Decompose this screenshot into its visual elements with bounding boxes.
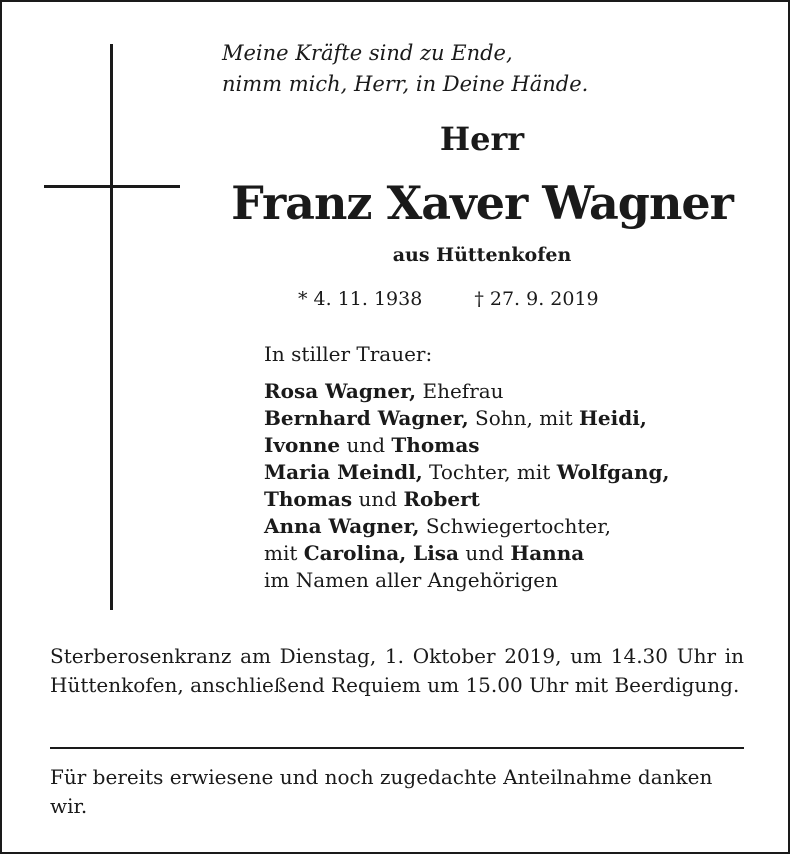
mourner-name: Ivonne bbox=[264, 433, 341, 457]
mourner-name: Robert bbox=[403, 487, 480, 511]
cross-horizontal-bar bbox=[44, 185, 180, 188]
service-info: Sterberosenkranz am Dienstag, 1. Oktober 2019, um 14.30 Uhr in Hüttenkofen, anschließend Requiem um 15.00 Uhr mit Beerdigung. bbox=[50, 644, 744, 697]
mourner-connector: und bbox=[459, 541, 511, 565]
mourner-connector: mit bbox=[264, 541, 304, 565]
verse-line-2: nimm mich, Herr, in Deine Hände. bbox=[222, 72, 589, 96]
mourners-lead: In stiller Trauer: bbox=[264, 342, 433, 366]
mourner-line bbox=[264, 459, 670, 486]
honorific: Herr bbox=[439, 120, 525, 158]
mourner-name: Anna Wagner, bbox=[264, 514, 420, 538]
mourner-name: Carolina, Lisa bbox=[303, 541, 460, 565]
thanks-note: Für bereits erwiesene und noch zugedachte Anteilnahme danken wir. bbox=[50, 765, 713, 818]
mourner-line bbox=[264, 486, 670, 513]
mourner-line bbox=[264, 540, 670, 567]
mourner-name: Wolfgang, bbox=[556, 460, 670, 484]
mourner-relation: Ehefrau bbox=[416, 379, 504, 403]
cross-vertical-bar bbox=[110, 44, 113, 610]
mourner-relation: Tochter, mit bbox=[422, 460, 557, 484]
mourner-name: Maria Meindl, bbox=[264, 460, 423, 484]
mourner-name: Hanna bbox=[510, 541, 585, 565]
mourner-name: Heidi, bbox=[579, 406, 647, 430]
mourner-line bbox=[264, 405, 670, 432]
mourner-line bbox=[264, 432, 670, 459]
birth-date: * 4. 11. 1938 bbox=[298, 288, 423, 310]
mourner-line bbox=[264, 378, 670, 405]
mourner-connector: und bbox=[352, 487, 404, 511]
mourner-connector: und bbox=[340, 433, 392, 457]
mourner-name: Thomas bbox=[391, 433, 480, 457]
death-date: † 27. 9. 2019 bbox=[474, 288, 599, 310]
verse bbox=[222, 38, 588, 100]
mourner-name: Rosa Wagner, bbox=[264, 379, 417, 403]
life-dates bbox=[298, 285, 599, 313]
mourner-line bbox=[264, 513, 670, 540]
origin: aus Hüttenkofen bbox=[392, 244, 572, 266]
mourner-relation: Sohn, mit bbox=[468, 406, 580, 430]
deceased-name: Franz Xaver Wagner bbox=[231, 176, 733, 230]
verse-line-1: Meine Kräfte sind zu Ende, bbox=[222, 41, 513, 65]
mourner-relation: Schwiegertochter, bbox=[419, 514, 611, 538]
mourners-list bbox=[264, 341, 670, 594]
mourner-name: Bernhard Wagner, bbox=[264, 406, 469, 430]
mourners-closing: im Namen aller Angehörigen bbox=[264, 568, 559, 592]
divider bbox=[50, 747, 744, 749]
mourner-name: Thomas bbox=[264, 487, 353, 511]
